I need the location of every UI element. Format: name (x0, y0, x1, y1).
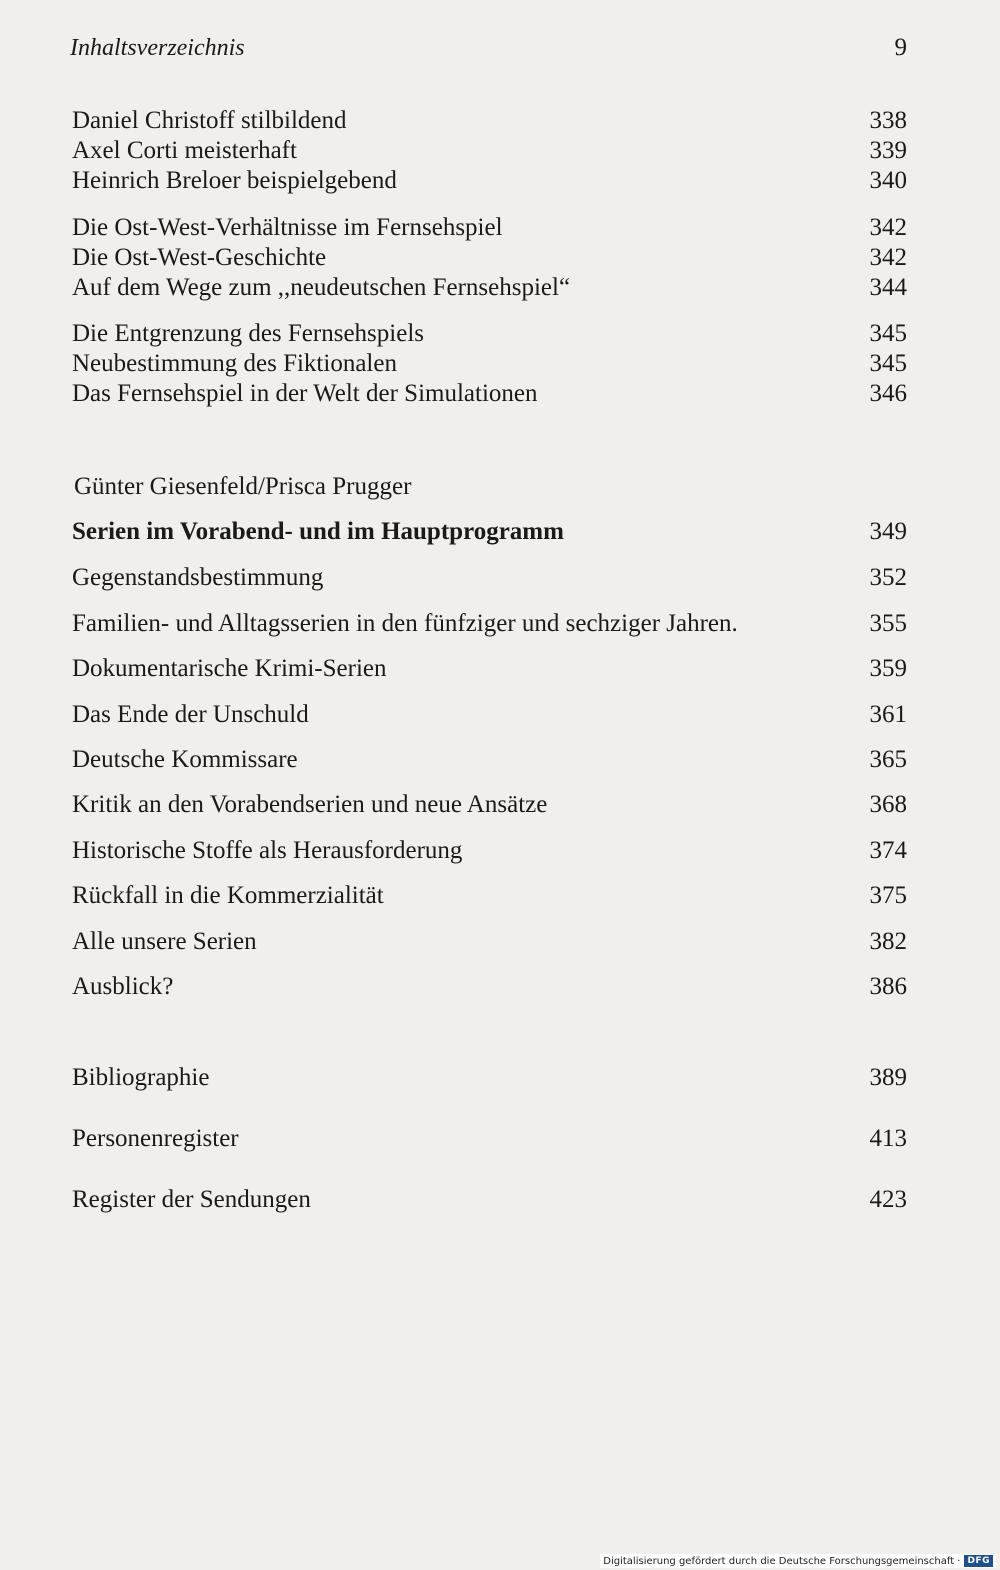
chapter-page: 349 (869, 518, 907, 545)
toc-entry-label: Kritik an den Vorabendserien und neue Ansätze (72, 791, 548, 818)
toc-entry (72, 790, 907, 820)
toc-entry-page: 342 (869, 214, 907, 241)
toc-entry-page: 340 (869, 167, 907, 194)
toc-entry-label: Rückfall in die Kommerzialität (72, 882, 384, 909)
toc-entry-label: Heinrich Breloer beispielgebend (72, 167, 397, 194)
toc-entry-label: Axel Corti meisterhaft (72, 137, 297, 164)
running-head-title: Inhaltsverzeichnis (70, 35, 245, 61)
toc-entry-page: 375 (869, 882, 907, 909)
toc-entry (72, 836, 907, 866)
toc-entry (72, 1124, 907, 1154)
digitization-credit (600, 1554, 996, 1568)
toc-entry-page: 368 (869, 791, 907, 818)
toc-entry-label: Die Ost-West-Geschichte (72, 244, 327, 271)
toc-entry-page: 365 (869, 746, 907, 773)
toc-entry (72, 654, 907, 684)
digitization-credit-text: Digitalisierung gefördert durch die Deutsche Forschungsgemeinschaft · (603, 1555, 961, 1567)
toc-entry-page: 342 (869, 244, 907, 271)
toc-entry (72, 136, 907, 166)
toc-entry-label: Gegenstandsbestimmung (72, 564, 324, 591)
toc-entry-label: Familien- und Alltagsserien in den fünfziger und sechziger Jahren. (72, 610, 738, 637)
toc-entry-page: 345 (869, 350, 907, 377)
toc-entry-page: 339 (869, 137, 907, 164)
toc-entry-page: 344 (869, 274, 907, 301)
toc-entry (72, 166, 907, 196)
running-head (70, 34, 907, 66)
toc-entry (72, 563, 907, 593)
toc-entry (72, 273, 907, 303)
toc-entry (72, 106, 907, 136)
toc-entry (72, 349, 907, 379)
chapter-authors: Günter Giesenfeld/Prisca Prugger (74, 473, 412, 500)
toc-entry-page: 389 (869, 1064, 907, 1091)
toc-entry (72, 243, 907, 273)
toc-entry-page: 338 (869, 107, 907, 134)
toc-entry (72, 745, 907, 775)
toc-entry (72, 319, 907, 349)
toc-entry-page: 413 (869, 1125, 907, 1152)
toc-entry (72, 1185, 907, 1215)
toc-entry-label: Daniel Christoff stilbildend (72, 107, 347, 134)
toc-entry-label: Dokumentarische Krimi-Serien (72, 655, 387, 682)
toc-entry-label: Register der Sendungen (72, 1186, 311, 1213)
toc-entry-label: Die Ost-West-Verhältnisse im Fernsehspiel (72, 214, 503, 241)
toc-entry-page: 386 (869, 973, 907, 1000)
toc-entry (72, 700, 907, 730)
chapter-title-entry (72, 517, 907, 547)
toc-entry-label: Auf dem Wege zum ,,neudeutschen Fernsehspiel“ (72, 274, 571, 301)
toc-entry-label: Historische Stoffe als Herausforderung (72, 837, 463, 864)
toc-entry-page: 345 (869, 320, 907, 347)
toc-entry-label: Personenregister (72, 1125, 239, 1152)
toc-entry-page: 374 (869, 837, 907, 864)
toc-entry-label: Das Fernsehspiel in der Welt der Simulationen (72, 380, 538, 407)
toc-entry-page: 382 (869, 928, 907, 955)
dfg-logo: DFG (964, 1555, 993, 1567)
toc-entry-label: Das Ende der Unschuld (72, 701, 309, 728)
toc-entry-page: 346 (869, 380, 907, 407)
toc-entry-label: Bibliographie (72, 1064, 210, 1091)
toc-entry (72, 609, 907, 639)
toc-entry-label: Deutsche Kommissare (72, 746, 298, 773)
toc-entry (72, 881, 907, 911)
toc-entry (72, 972, 907, 1002)
chapter-title: Serien im Vorabend- und im Hauptprogramm (72, 518, 564, 545)
toc-entry-page: 359 (869, 655, 907, 682)
toc-entry (72, 927, 907, 957)
toc-entry-label: Die Entgrenzung des Fernsehspiels (72, 320, 425, 347)
toc-entry-page: 355 (869, 610, 907, 637)
page-number: 9 (894, 34, 907, 61)
toc-entry-label: Ausblick? (72, 973, 174, 1000)
toc-entry (72, 213, 907, 243)
toc-entry-page: 361 (869, 701, 907, 728)
toc-entry (72, 1063, 907, 1093)
toc-entry-page: 423 (869, 1186, 907, 1213)
toc-entry-label: Alle unsere Serien (72, 928, 257, 955)
toc-entry-page: 352 (869, 564, 907, 591)
toc-entry-label: Neubestimmung des Fiktionalen (72, 350, 397, 377)
toc-entry (72, 379, 907, 409)
